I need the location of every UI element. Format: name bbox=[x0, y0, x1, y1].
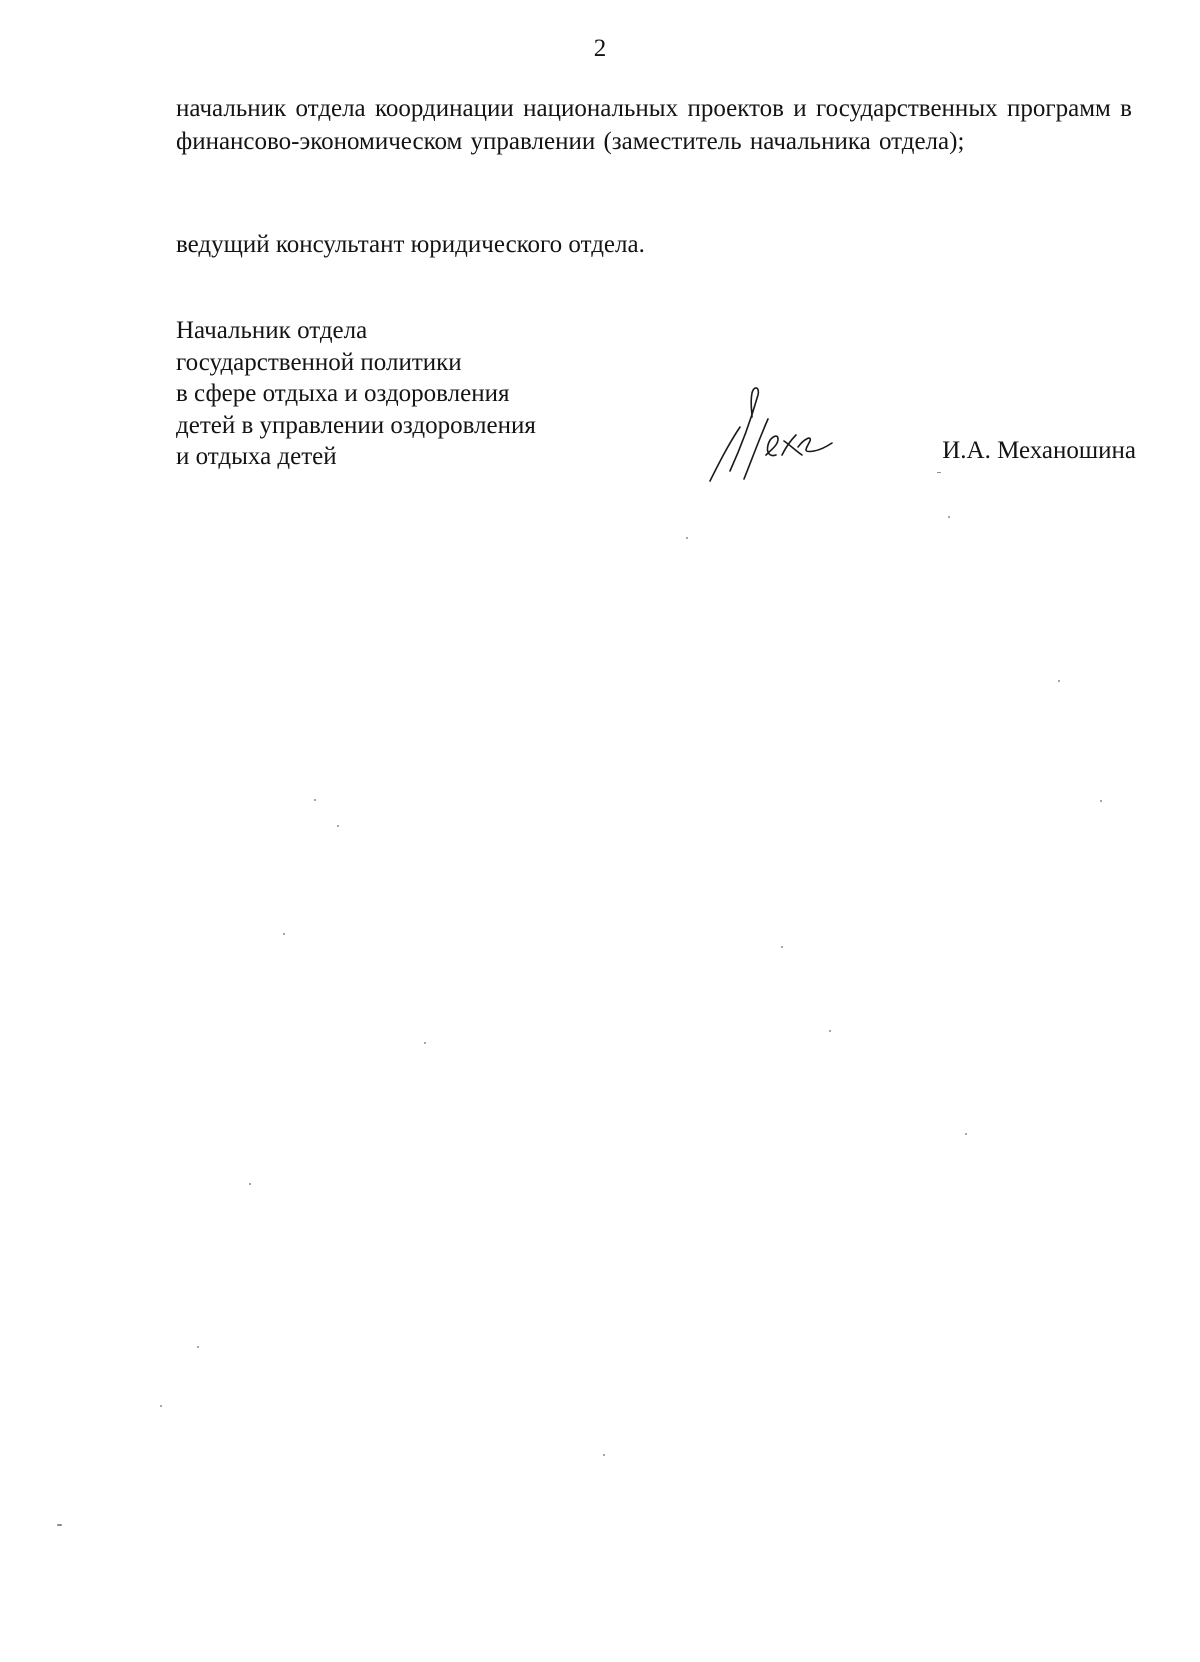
scan-speck bbox=[337, 825, 339, 827]
page-number: 2 bbox=[593, 35, 607, 62]
scan-speck bbox=[948, 516, 950, 518]
body-paragraph-legal-consultant: ведущий консультант юридического отдела. bbox=[176, 231, 645, 258]
position-line: государственной политики bbox=[176, 348, 462, 376]
scan-speck bbox=[937, 472, 941, 473]
scan-speck bbox=[686, 537, 688, 539]
scan-speck bbox=[314, 799, 316, 801]
position-line: Начальник отдела bbox=[176, 317, 368, 344]
scan-speck bbox=[283, 933, 285, 935]
scan-speck bbox=[249, 1183, 251, 1185]
scan-speck bbox=[965, 1133, 967, 1135]
scan-speck bbox=[57, 1524, 62, 1526]
scan-speck bbox=[829, 1030, 831, 1032]
scan-speck bbox=[603, 1454, 605, 1456]
scan-speck bbox=[1058, 680, 1060, 682]
scan-speck bbox=[160, 1405, 162, 1407]
body-paragraph-duties: начальник отдела координации национальных проектов и государственных программ в финансово-экономическом управлении (заместитель начальника отдела); bbox=[176, 95, 1132, 155]
scan-speck bbox=[781, 946, 783, 948]
scan-speck bbox=[1100, 800, 1102, 802]
position-line: и отдыха детей bbox=[176, 443, 337, 470]
handwritten-signature bbox=[706, 375, 836, 487]
signatory-position bbox=[176, 315, 536, 473]
signer-name: И.А. Механошина bbox=[942, 437, 1136, 464]
scan-speck bbox=[197, 1346, 199, 1348]
position-line: в сфере отдыха и оздоровления bbox=[176, 380, 510, 407]
scan-speck bbox=[424, 1042, 426, 1044]
position-line: детей в управлении оздоровления bbox=[176, 411, 536, 439]
